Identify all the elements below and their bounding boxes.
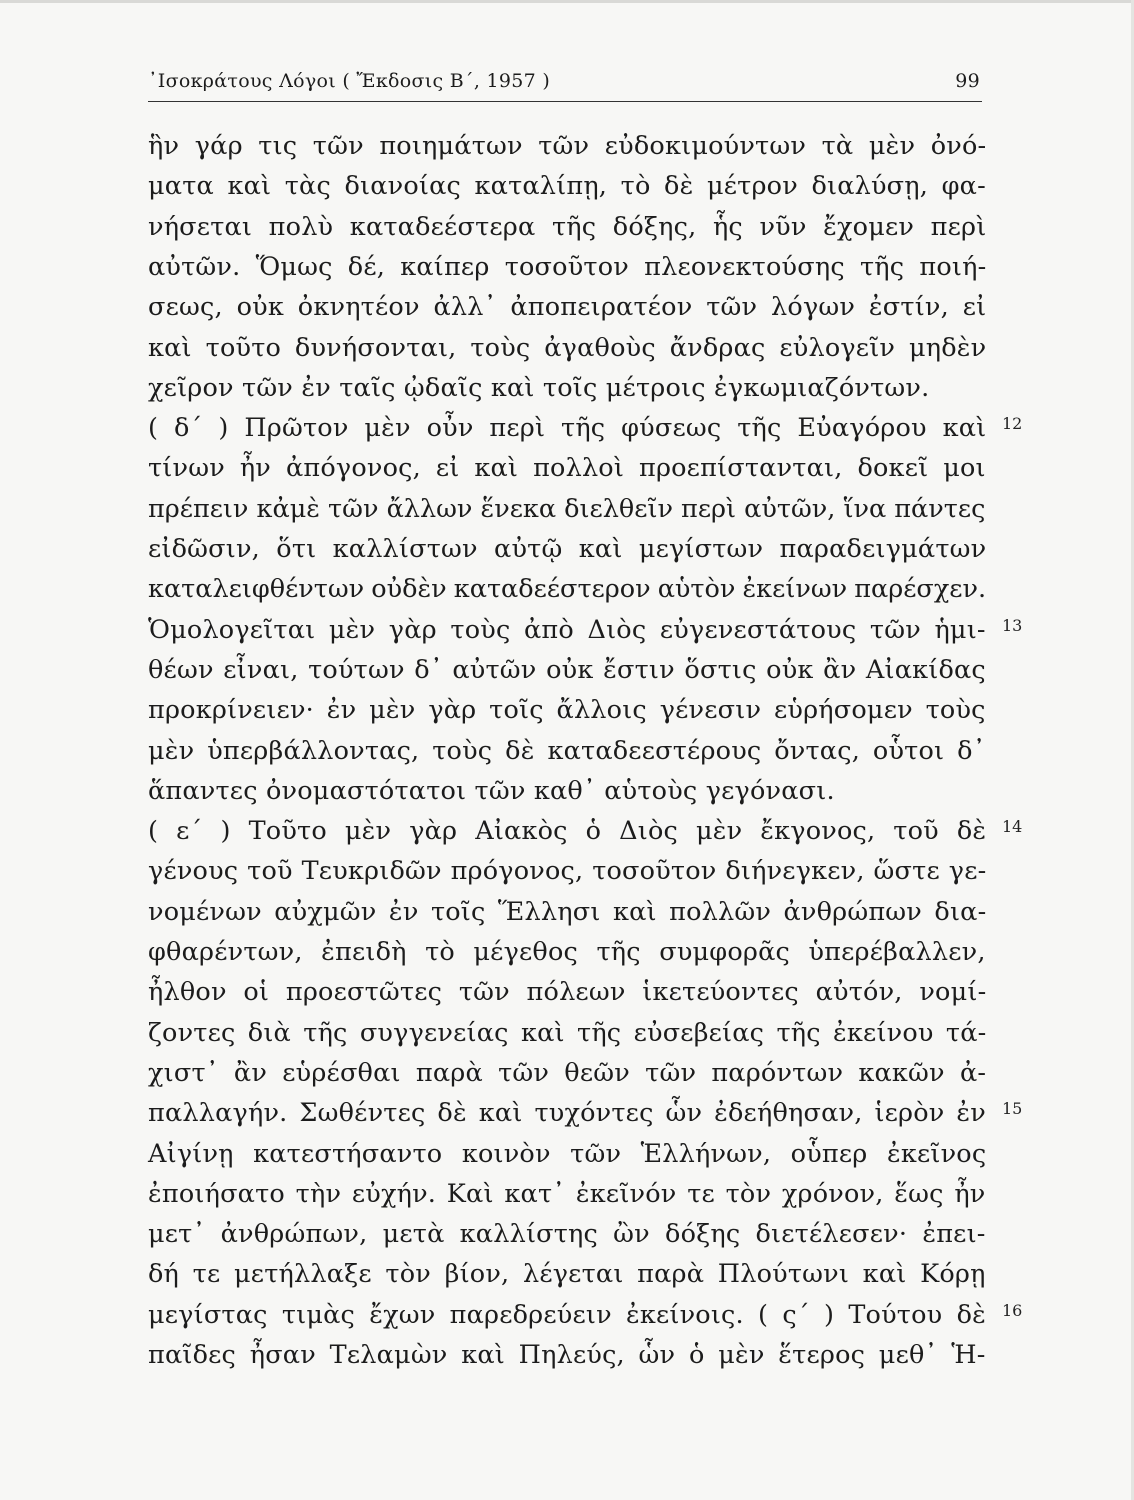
text-line: καταλειφθέντων οὐδὲν καταδεέστερον αὑτὸν ἐκείνων παρέσχεν. (148, 574, 987, 605)
text-line: μεγίστας τιμὰς ἔχων παρεδρεύειν ἐκείνοις. ( ς΄ ) Τούτου δὲ (148, 1299, 987, 1330)
text-line: ( ε΄ ) Τοῦτο μὲν γὰρ Αἰακὸς ὁ Διὸς μὲν ἔκγονος, τοῦ δὲ (148, 816, 987, 847)
running-head (148, 70, 980, 92)
header-rule (148, 101, 982, 102)
text-line: ἦλθον οἱ προεστῶτες τῶν πόλεων ἱκετεύοντες αὐτόν, νομί- (148, 977, 987, 1008)
text-line: παλλαγήν. Σωθέντες δὲ καὶ τυχόντες ὧν ἐδεήθησαν, ἱερὸν ἐν (148, 1098, 987, 1129)
text-line: παῖδες ἦσαν Τελαμὼν καὶ Πηλεύς, ὧν ὁ μὲν ἕτερος μεθ᾿ Ἡ- (148, 1340, 986, 1370)
text-line: σεως, οὐκ ὀκνητέον ἀλλ᾿ ἀποπειρατέον τῶν λόγων ἐστίν, εἰ (148, 292, 987, 323)
text-line: νομένων αὐχμῶν ἐν τοῖς Ἕλλησι καὶ πολλῶν ἀνθρώπων δια- (148, 896, 987, 927)
text-line: εἰδῶσιν, ὅτι καλλίστων αὐτῷ καὶ μεγίστων παραδειγμάτων (148, 534, 987, 564)
text-line: γένους τοῦ Τευκριδῶν πρόγονος, τοσοῦτον διήνεγκεν, ὥστε γε- (148, 856, 987, 887)
text-line: χιστ᾿ ἂν εὑρέσθαι παρὰ τῶν θεῶν τῶν παρόντων κακῶν ἀ- (148, 1057, 987, 1088)
text-line: δή τε μετήλλαξε τὸν βίον, λέγεται παρὰ Πλούτωνι καὶ Κόρῃ (148, 1259, 986, 1290)
text-line: ματα καὶ τὰς διανοίας καταλίπῃ, τὸ δὲ μέτρον διαλύσῃ, φα- (148, 171, 986, 202)
text-line: ἐποιήσατο τὴν εὐχήν. Καὶ κατ᾿ ἐκεῖνόν τε τὸν χρόνον, ἕως ἦν (148, 1178, 986, 1209)
section-number: 12 (1002, 414, 1023, 434)
text-line: ζοντες διὰ τῆς συγγενείας καὶ τῆς εὐσεβείας τῆς ἐκείνου τά- (148, 1017, 987, 1048)
text-line: ἣν γάρ τις τῶν ποιημάτων τῶν εὐδοκιμούντων τὰ μὲν ὀνό- (148, 131, 987, 161)
text-line: θέων εἶναι, τούτων δ᾿ αὐτῶν οὐκ ἔστιν ὅστις οὐκ ἂν Αἰακίδας (148, 654, 986, 685)
section-number: 14 (1002, 817, 1023, 837)
section-number: 13 (1002, 615, 1023, 635)
text-line: ἅπαντες ὀνομαστότατοι τῶν καθ᾿ αὑτοὺς γεγόνασι. (148, 775, 835, 806)
text-line: ( δ΄ ) Πρῶτον μὲν οὖν περὶ τῆς φύσεως τῆς Εὐαγόρου καὶ (148, 413, 987, 444)
section-number: 15 (1002, 1099, 1023, 1119)
text-line: καὶ τοῦτο δυνήσονται, τοὺς ἀγαθοὺς ἄνδρας εὐλογεῖν μηδὲν (148, 332, 987, 363)
text-line: Ὁμολογεῖται μὲν γὰρ τοὺς ἀπὸ Διὸς εὐγενεστάτους τῶν ἡμι- (148, 614, 986, 645)
running-title: ᾿Ισοκράτους Λόγοι ( Ἔκδοσις Β΄, 1957 ) (148, 70, 551, 92)
text-line: φθαρέντων, ἐπειδὴ τὸ μέγεθος τῆς συμφορᾶς ὑπερέβαλλεν, (148, 937, 986, 967)
section-number: 16 (1002, 1300, 1023, 1320)
text-line: Αἰγίνῃ κατεστήσαντο κοινὸν τῶν Ἑλλήνων, οὗπερ ἐκεῖνος (148, 1138, 987, 1169)
text-line: νήσεται πολὺ καταδεέστερα τῆς δόξης, ἧς νῦν ἔχομεν περὶ (148, 211, 987, 242)
text-line: τίνων ἦν ἀπόγονος, εἰ καὶ πολλοὶ προεπίστανται, δοκεῖ μοι (148, 453, 986, 484)
text-line: μὲν ὑπερβάλλοντας, τοὺς δὲ καταδεεστέρους ὄντας, οὗτοι δ᾿ (148, 735, 986, 766)
text-line: μετ᾿ ἀνθρώπων, μετὰ καλλίστης ὢν δόξης διετέλεσεν· ἐπει- (148, 1219, 986, 1250)
text-line: πρέπειν κἀμὲ τῶν ἄλλων ἕνεκα διελθεῖν περὶ αὐτῶν, ἵνα πάντες (148, 493, 986, 524)
text-line: προκρίνειεν· ἐν μὲν γὰρ τοῖς ἄλλοις γένεσιν εὑρήσομεν τοὺς (148, 695, 986, 726)
page-number: 99 (955, 70, 980, 92)
text-line: χεῖρον τῶν ἐν ταῖς ᾠδαῖς καὶ τοῖς μέτροις ἐγκωμιαζόντων. (148, 372, 930, 403)
text-line: αὐτῶν. Ὅμως δέ, καίπερ τοσοῦτον πλεονεκτούσης τῆς ποιή- (148, 251, 987, 282)
scan-top-edge (0, 0, 1134, 3)
